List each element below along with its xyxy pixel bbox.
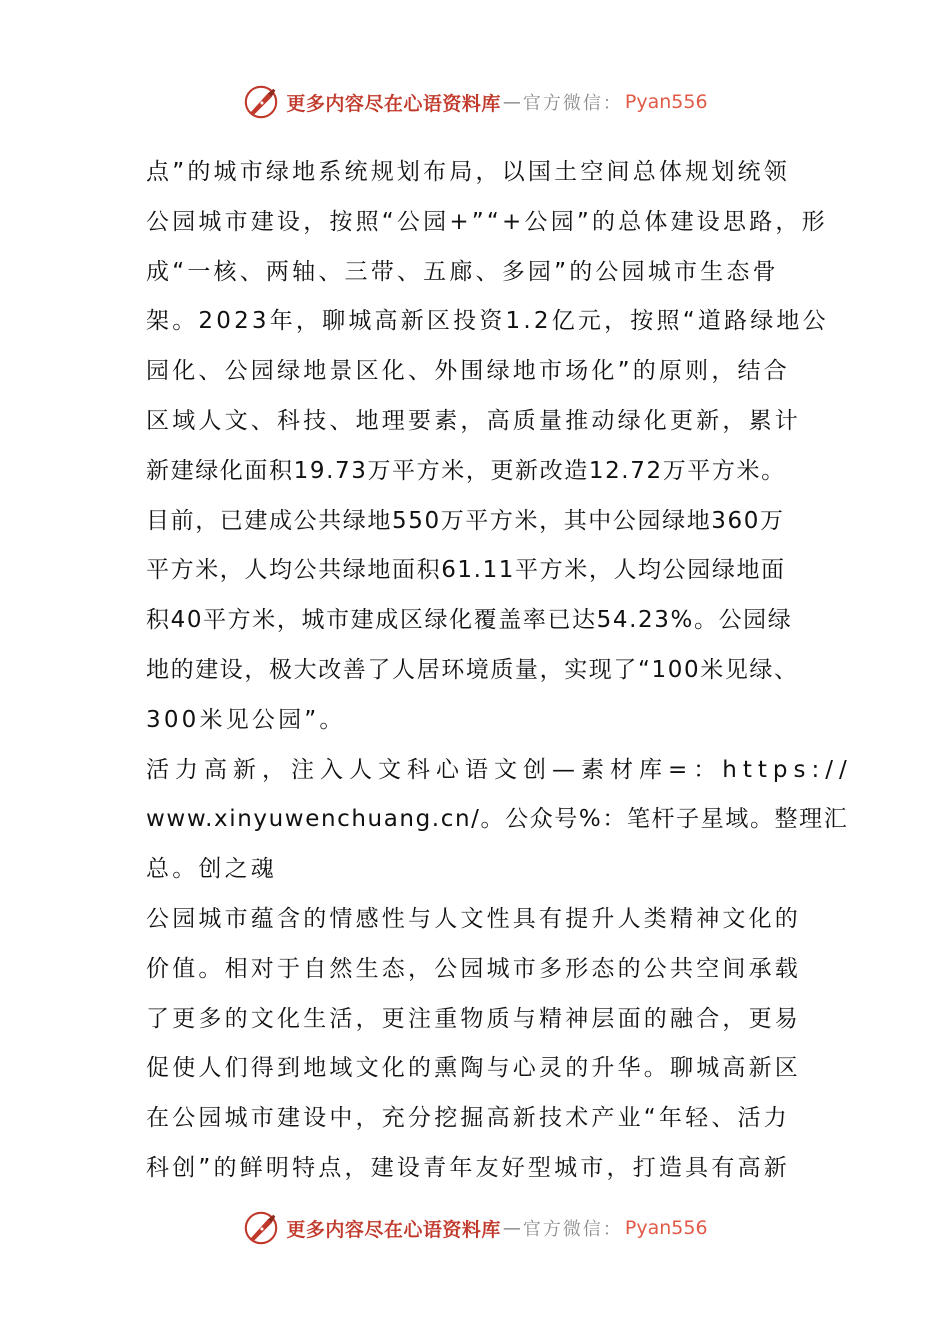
text-line: 成“一核、两轴、三带、五廊、多园”的公园城市生态骨 <box>146 258 779 285</box>
watermark-wechat-label: 官方微信： <box>522 1219 623 1240</box>
text-line: 公园城市蕴含的情感性与人文性具有提升人类精神文化的 <box>146 905 801 932</box>
watermark-wechat-label: 官方微信： <box>522 93 623 114</box>
text-line: 平方米，人均公共绿地面积61.11平方米，人均公园绿地面 <box>146 557 786 584</box>
watermark-main-text: 更多内容尽在心语资料库 <box>286 92 501 115</box>
pen-nib-logo-icon <box>242 1209 280 1247</box>
document-body <box>146 148 853 1194</box>
watermark-separator: — <box>502 91 521 113</box>
text-line: 点”的城市绿地系统规划布局，以国土空间总体规划统领 <box>146 159 790 185</box>
text-line: 促使人们得到地域文化的熏陶与心灵的升华。聊城高新区 <box>146 1055 801 1082</box>
text-line: 300米见公园”。 <box>146 706 346 733</box>
text-line: 区域人文、科技、地理要素，高质量推动绿化更新，累计 <box>146 407 801 434</box>
text-line: www.xinyuwenchuang.cn/。公众号%：笔杆子星域。整理汇 <box>146 806 849 833</box>
text-line: 新建绿化面积19.73万平方米，更新改造12.72万平方米。 <box>146 457 786 484</box>
watermark-wechat-id: Pyan556 <box>624 1217 708 1239</box>
text-line: 价值。相对于自然生态，公园城市多形态的公共空间承载 <box>146 955 801 982</box>
header-watermark <box>0 80 950 124</box>
text-line: 总。创之魂 <box>146 856 277 883</box>
text-line: 了更多的文化生活，更注重物质与精神层面的融合，更易 <box>146 1005 801 1032</box>
text-line: 公园城市建设，按照“公园+”“+公园”的总体建设思路，形 <box>146 208 828 235</box>
watermark-main-text: 更多内容尽在心语资料库 <box>286 1218 501 1241</box>
text-line: 活力高新，注入人文科心语文创—素材库=：https:// <box>146 756 853 783</box>
footer-watermark <box>0 1206 950 1250</box>
watermark-separator: — <box>502 1217 521 1239</box>
text-line: 积40平方米，城市建成区绿化覆盖率已达54.23%。公园绿 <box>146 607 793 634</box>
text-line: 目前，已建成公共绿地550万平方米，其中公园绿地360万 <box>146 507 785 534</box>
watermark-wechat-id: Pyan556 <box>624 91 708 113</box>
text-line: 架。2023年，聊城高新区投资1.2亿元，按照“道路绿地公 <box>146 308 829 335</box>
text-line: 园化、公园绿地景区化、外围绿地市场化”的原则，结合 <box>146 358 790 385</box>
text-line: 地的建设，极大改善了人居环境质量，实现了“100米见绿、 <box>146 656 799 683</box>
text-line: 科创”的鲜明特点，建设青年友好型城市，打造具有高新 <box>146 1154 790 1181</box>
pen-nib-logo-icon <box>242 83 280 121</box>
text-line: 在公园城市建设中，充分挖掘高新技术产业“年轻、活力 <box>146 1105 790 1132</box>
